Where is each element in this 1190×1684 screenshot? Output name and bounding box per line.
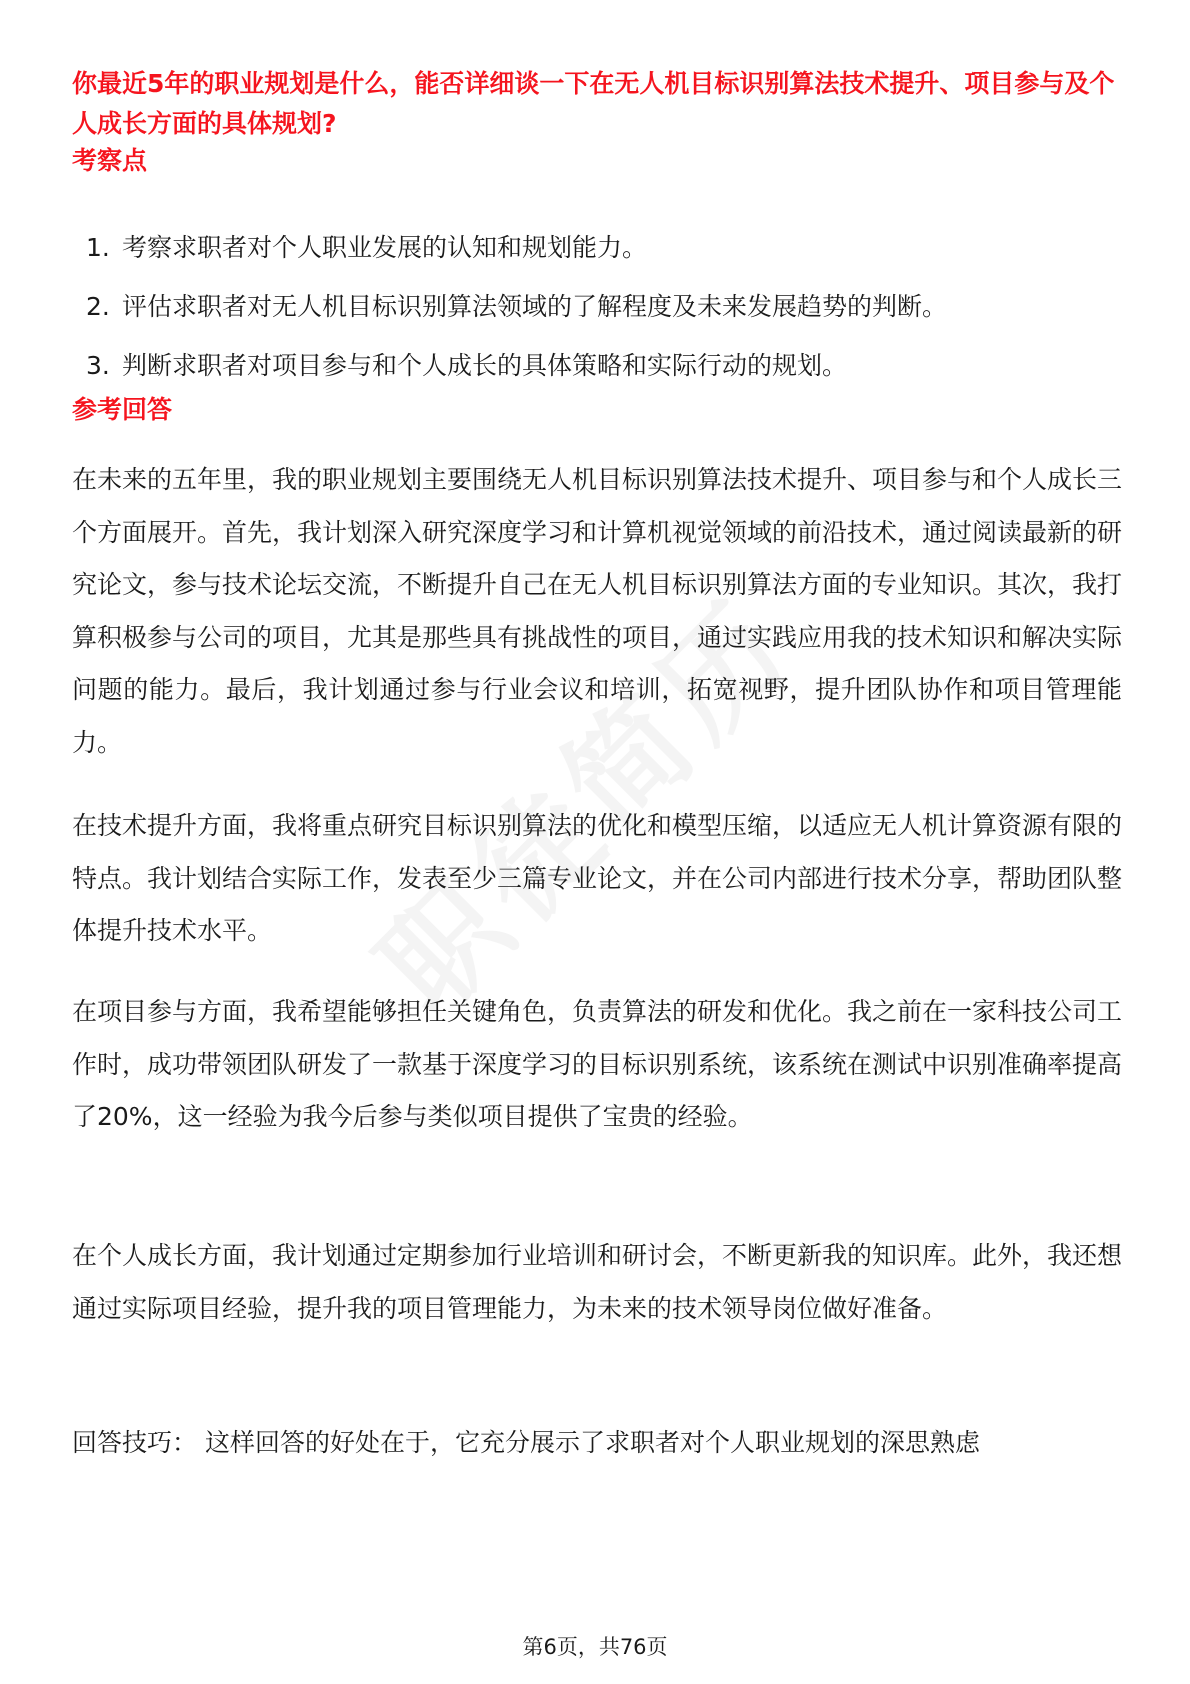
answer-paragraph: 在技术提升方面，我将重点研究目标识别算法的优化和模型压缩，以适应无人机计算资源有限的特点。我计划结合实际工作，发表至少三篇专业论文，并在公司内部进行技术分享，帮助团队整体提升技术水平。	[72, 811, 1123, 945]
list-item-number: 1.	[86, 233, 110, 262]
list-item-number: 3.	[86, 351, 110, 380]
answer-paragraph: 在项目参与方面，我希望能够担任关键角色，负责算法的研发和优化。我之前在一家科技公司工作时，成功带领团队研发了一款基于深度学习的目标识别系统，该系统在测试中识别准确率提高了20%，这一经验为我今后参与类似项目提供了宝贵的经验。	[72, 997, 1123, 1131]
list-item-number: 2.	[86, 292, 110, 321]
answer-title: 参考回答	[72, 395, 173, 424]
list-item	[86, 230, 1136, 266]
list-item-text: 考察求职者对个人职业发展的认知和规划能力。	[122, 233, 648, 262]
examination-points-list	[86, 230, 1136, 407]
page-number: 第6页，共76页	[522, 1635, 668, 1659]
question-heading: 你最近5年的职业规划是什么，能否详细谈一下在无人机目标识别算法技术提升、项目参与及个人成长方面的具体规划?	[72, 69, 1115, 138]
list-item	[86, 348, 1136, 384]
examination-title: 考察点	[72, 146, 148, 175]
answer-tips-paragraph: 回答技巧： 这样回答的好处在于，它充分展示了求职者对个人职业规划的深思熟虑	[72, 1428, 980, 1457]
answer-paragraph: 在个人成长方面，我计划通过定期参加行业培训和研讨会，不断更新我的知识库。此外，我还想通过实际项目经验，提升我的项目管理能力，为未来的技术领导岗位做好准备。	[72, 1241, 1123, 1323]
list-item-text: 评估求职者对无人机目标识别算法领域的了解程度及未来发展趋势的判断。	[122, 292, 948, 321]
answer-paragraph: 在未来的五年里，我的职业规划主要围绕无人机目标识别算法技术提升、项目参与和个人成长三个方面展开。首先，我计划深入研究深度学习和计算机视觉领域的前沿技术，通过阅读最新的研究论文，参与技术论坛交流，不断提升自己在无人机目标识别算法方面的专业知识。其次，我打算积极参与公司的项目，尤其是那些具有挑战性的项目，通过实践应用我的技术知识和解决实际问题的能力。最后，我计划通过参与行业会议和培训，拓宽视野，提升团队协作和项目管理能力。	[72, 465, 1123, 757]
list-item	[86, 289, 1136, 325]
list-item-text: 判断求职者对项目参与和个人成长的具体策略和实际行动的规划。	[122, 351, 848, 380]
